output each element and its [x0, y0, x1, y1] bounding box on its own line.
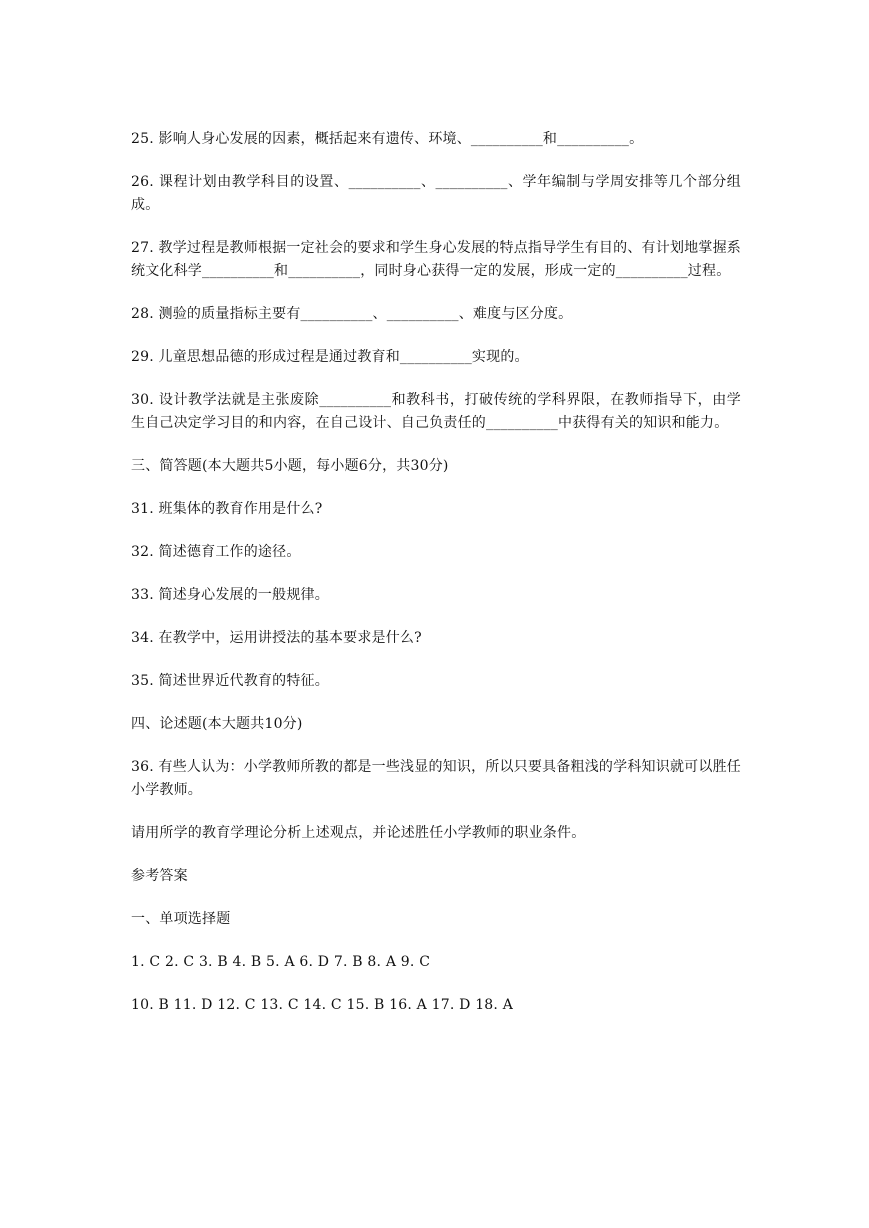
section-heading-essay: 四、论述题(本大题共10分): [131, 716, 303, 732]
question-33: 33. 简述身心发展的一般规律。: [131, 587, 329, 603]
answers-heading: 参考答案: [131, 868, 188, 884]
question-29: 29. 儿童思想品德的形成过程是通过教育和__________实现的。: [131, 349, 529, 365]
question-36-prompt: 请用所学的教育学理论分析上述观点，并论述胜任小学教师的职业条件。: [131, 825, 586, 841]
question-28: 28. 测验的质量指标主要有__________、__________、难度与区分度。: [131, 306, 573, 322]
answers-line-2: 10. B 11. D 12. C 13. C 14. C 15. B 16. A 17. D 18. A: [131, 997, 514, 1013]
answers-section-single-choice: 一、单项选择题: [131, 911, 231, 927]
question-34: 34. 在教学中，运用讲授法的基本要求是什么?: [131, 630, 422, 646]
question-27: 27. 教学过程是教师根据一定社会的要求和学生身心发展的特点指导学生有目的、有计划地掌握系统文化科学__________和__________，同时身心获得一定的发展，形成一定的__________过程。: [131, 240, 741, 279]
answers-line-1: 1. C 2. C 3. B 4. B 5. A 6. D 7. B 8. A 9. C: [131, 954, 431, 970]
question-26: 26. 课程计划由教学科目的设置、__________、__________、学年编制与学周安排等几个部分组成。: [131, 174, 741, 213]
question-25: 25. 影响人身心发展的因素，概括起来有遗传、环境、__________和__________。: [131, 131, 644, 147]
question-35: 35. 简述世界近代教育的特征。: [131, 673, 329, 689]
question-36: 36. 有些人认为：小学教师所教的都是一些浅显的知识，所以只要具备粗浅的学科知识就可以胜任小学教师。: [131, 759, 741, 798]
section-heading-short-answer: 三、简答题(本大题共5小题，每小题6分，共30分): [131, 458, 449, 474]
question-30: 30. 设计教学法就是主张废除__________和教科书，打破传统的学科界限，在教师指导下，由学生自己决定学习目的和内容，在自己设计、自己负责任的__________中获得有关的知识和能力。: [131, 392, 741, 431]
question-31: 31. 班集体的教育作用是什么?: [131, 501, 323, 517]
question-32: 32. 简述德育工作的途径。: [131, 544, 301, 560]
document-body: [131, 128, 741, 1017]
